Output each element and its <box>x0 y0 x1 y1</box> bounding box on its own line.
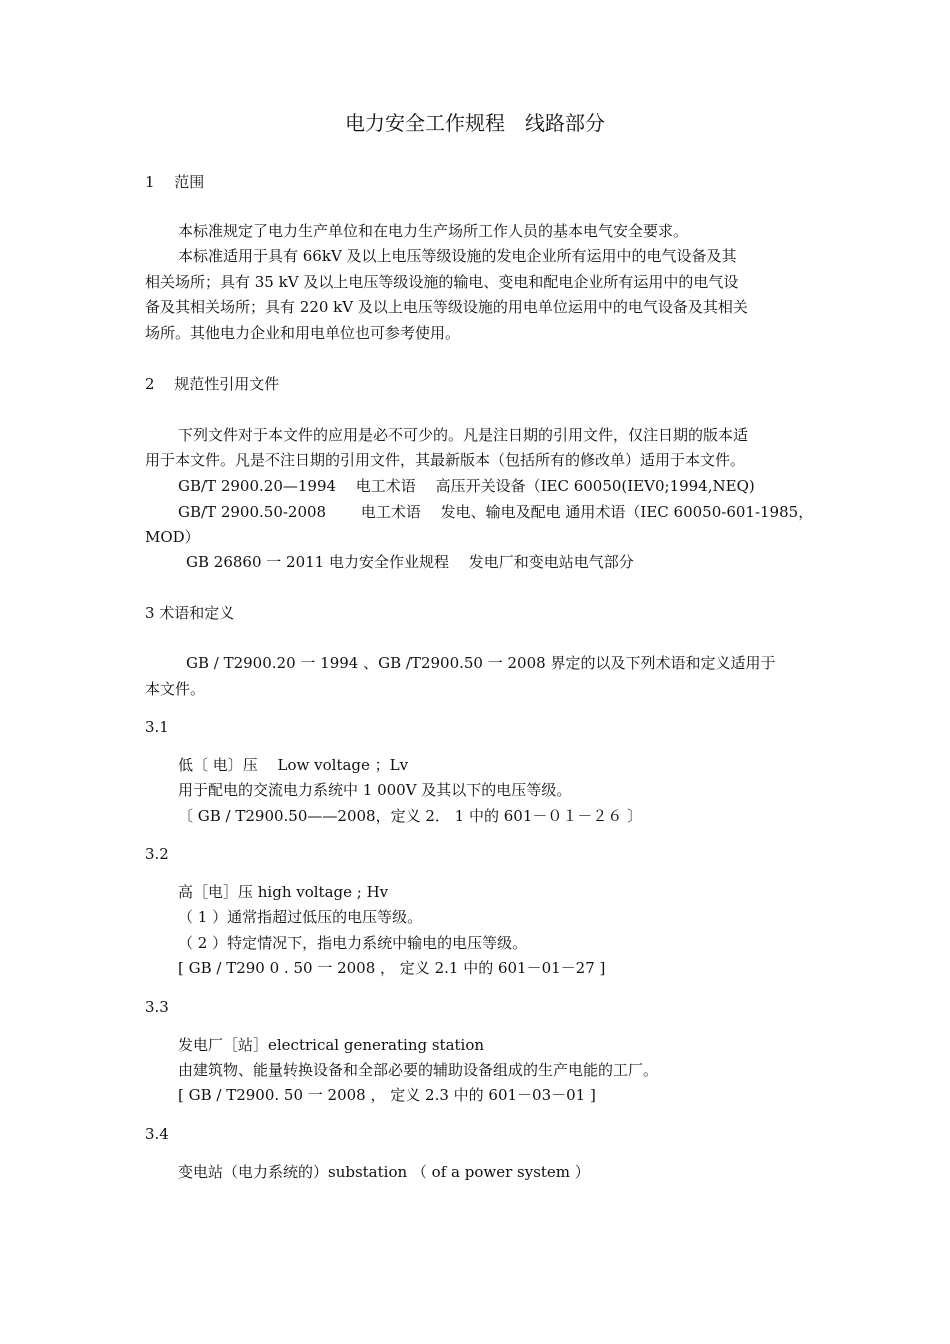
term-name: 高［电］压 high voltage ; Hv <box>178 883 389 901</box>
term-number: 3.1 <box>145 718 169 736</box>
section-1-paragraph-line: 场所。其他电力企业和用电单位也可参考使用。 <box>145 324 461 342</box>
term-name: 变电站（电力系统的）substation （ of a power system ） <box>178 1163 590 1181</box>
section-1-paragraph-line: 相关场所；具有 35 kV 及以上电压等级设施的输电、变电和配电企业所有运用中的电气设 <box>145 273 739 291</box>
term-source: [ GB / T2900. 50 一 2008 ， 定义 2.3 中的 601－03－01 ] <box>178 1086 596 1104</box>
term-definition: 用于配电的交流电力系统中 1 000V 及其以下的电压等级。 <box>178 781 572 799</box>
term-definition: （ 2 ）特定情况下，指电力系统中输电的电压等级。 <box>178 934 528 952</box>
term-number: 3.4 <box>145 1125 169 1143</box>
term-number: 3.2 <box>145 845 169 863</box>
term-number: 3.3 <box>145 998 169 1016</box>
section-1-heading: 1 范围 <box>145 173 205 191</box>
section-3-paragraph-line: 本文件。 <box>145 680 206 698</box>
term-definition: （ 1 ）通常指超过低压的电压等级。 <box>178 908 423 926</box>
term-name: 低〔 电〕压 Low voltage ；Lv <box>178 756 409 774</box>
document-title: 电力安全工作规程 线路部分 <box>345 111 605 135</box>
section-3-paragraph-line: GB / T2900.20 一 1994 、GB /T2900.50 一 2008 界定的以及下列术语和定义适用于 <box>186 654 776 672</box>
term-source: [ GB / T290 0 . 50 一 2008 ， 定义 2.1 中的 601－01－27 ] <box>178 959 606 977</box>
section-1-paragraph-line: 本标准适用于具有 66kV 及以上电压等级设施的发电企业所有运用中的电气设备及其 <box>178 247 737 265</box>
normative-reference: GB/T 2900.50-2008 电工术语 发电、输电及配电 通用术语（IEC 60050-601-1985， <box>178 503 814 521</box>
term-definition: 由建筑物、能量转换设备和全部必要的辅助设备组成的生产电能的工厂。 <box>178 1061 659 1079</box>
section-1-paragraph-line: 本标准规定了电力生产单位和在电力生产场所工作人员的基本电气安全要求。 <box>178 222 689 240</box>
section-2-heading: 2 规范性引用文件 <box>145 375 280 393</box>
term-name: 发电厂［站］electrical generating station <box>178 1036 485 1054</box>
normative-reference: GB/T 2900.20—1994 电工术语 高压开关设备（IEC 60050(IEV0;1994,NEQ) <box>178 477 755 495</box>
section-2-paragraph-line: 下列文件对于本文件的应用是必不可少的。凡是注日期的引用文件，仅注日期的版本适 <box>178 426 749 444</box>
section-1-paragraph-line: 备及其相关场所；具有 220 kV 及以上电压等级设施的用电单位运用中的电气设备及其相关 <box>145 298 748 316</box>
term-source: 〔 GB / T2900.50——2008，定义 2． 1 中的 601－０１－２６ 〕 <box>178 807 643 825</box>
normative-reference: GB 26860 一 2011 电力安全作业规程 发电厂和变电站电气部分 <box>186 553 634 571</box>
normative-reference: MOD） <box>145 528 200 546</box>
section-3-heading: 3 术语和定义 <box>145 604 235 622</box>
section-2-paragraph-line: 用于本文件。凡是不注日期的引用文件，其最新版本（包括所有的修改单）适用于本文件。 <box>145 451 746 469</box>
